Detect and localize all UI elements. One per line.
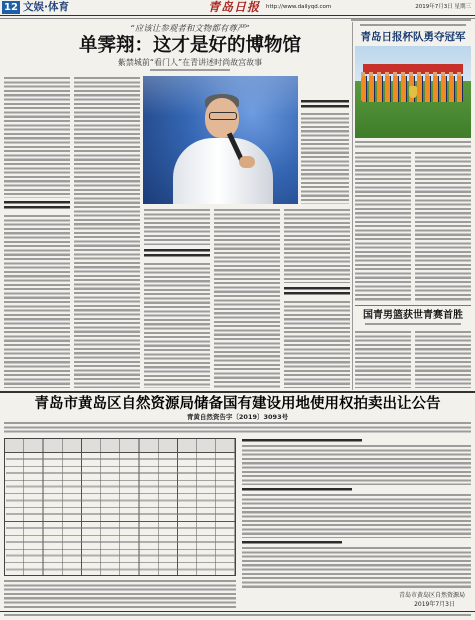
section-title: 文娱·体育 [23, 1, 69, 13]
notice-date: 2019年7月3日 [414, 601, 455, 608]
footer-imprint [4, 614, 471, 617]
speaker-hand [239, 156, 255, 168]
article-subhead-1 [4, 201, 70, 211]
notice-heading-1 [242, 439, 362, 442]
article-subtitle: 紫禁城前“看门人”在青讲述时尚故宫故事 [117, 58, 263, 67]
column-divider [352, 22, 353, 390]
article-column-3a [144, 209, 210, 245]
article-column-photo-side [301, 113, 349, 204]
masthead-logo: 青岛日报 [208, 0, 261, 14]
article-column-5a [284, 209, 350, 283]
notice-right-text-1 [242, 445, 471, 485]
team-photo [355, 46, 471, 138]
article-column-1a [4, 77, 70, 198]
editor-credits [351, 19, 471, 22]
notice-left-text [4, 580, 236, 608]
notice-heading-3 [242, 541, 342, 544]
sidebar-headline-2: 国青男篮获世青赛首胜 [363, 310, 463, 321]
header-rule [0, 15, 475, 16]
footer-rule [0, 611, 475, 612]
notice-title: 青岛市黄岛区自然资源局储备国有建设用地使用权拍卖出让公告 [34, 396, 441, 412]
article-column-1b [4, 215, 70, 388]
trophy-icon [409, 86, 417, 98]
notice-right-text-2 [242, 494, 471, 538]
sidebar-subheadline-2 [365, 323, 461, 326]
notice-issuer: 青岛市黄岛区自然资源局 [398, 592, 465, 599]
article-subhead-3 [284, 287, 350, 297]
team-photo-caption [355, 141, 471, 148]
land-parcel-table-rows [6, 454, 234, 574]
issue-date: 2019年7月3日 星期三 [415, 4, 471, 10]
article-column-3b [144, 263, 210, 388]
article-subhead-2 [144, 249, 210, 259]
sidebar-column-4 [415, 331, 471, 388]
article-headline: 单霁翔：这才是好的博物馆 [78, 35, 301, 56]
sidebar-column-1 [355, 152, 411, 302]
speaker-photo [143, 76, 298, 204]
sidebar-column-2 [415, 152, 471, 302]
sidebar-headline: 青岛日报杯队勇夺冠军 [360, 31, 466, 43]
header-rule-thin [0, 18, 475, 19]
speaker-body [173, 138, 273, 204]
sidebar-column-3 [355, 331, 411, 388]
article-kicker: “应该让参观者和文物都有尊严” [130, 24, 250, 34]
sidebar-divider [355, 305, 471, 306]
sidebar-kicker [360, 24, 466, 27]
notice-heading-2 [242, 488, 352, 491]
page-number: 12 [2, 1, 20, 14]
notice-top-rule [0, 391, 475, 393]
speaker-glasses [209, 112, 237, 120]
article-byline [150, 69, 230, 72]
website-url: http://www.dailyqd.com [266, 4, 332, 10]
article-column-2 [74, 77, 140, 388]
notice-intro [4, 422, 471, 435]
notice-document-number: 青黄自然资告字〔2019〕3093号 [186, 413, 289, 421]
article-column-4 [214, 209, 280, 388]
photo-caption [301, 100, 349, 110]
article-column-5b [284, 301, 350, 388]
notice-right-text-3 [242, 547, 471, 590]
